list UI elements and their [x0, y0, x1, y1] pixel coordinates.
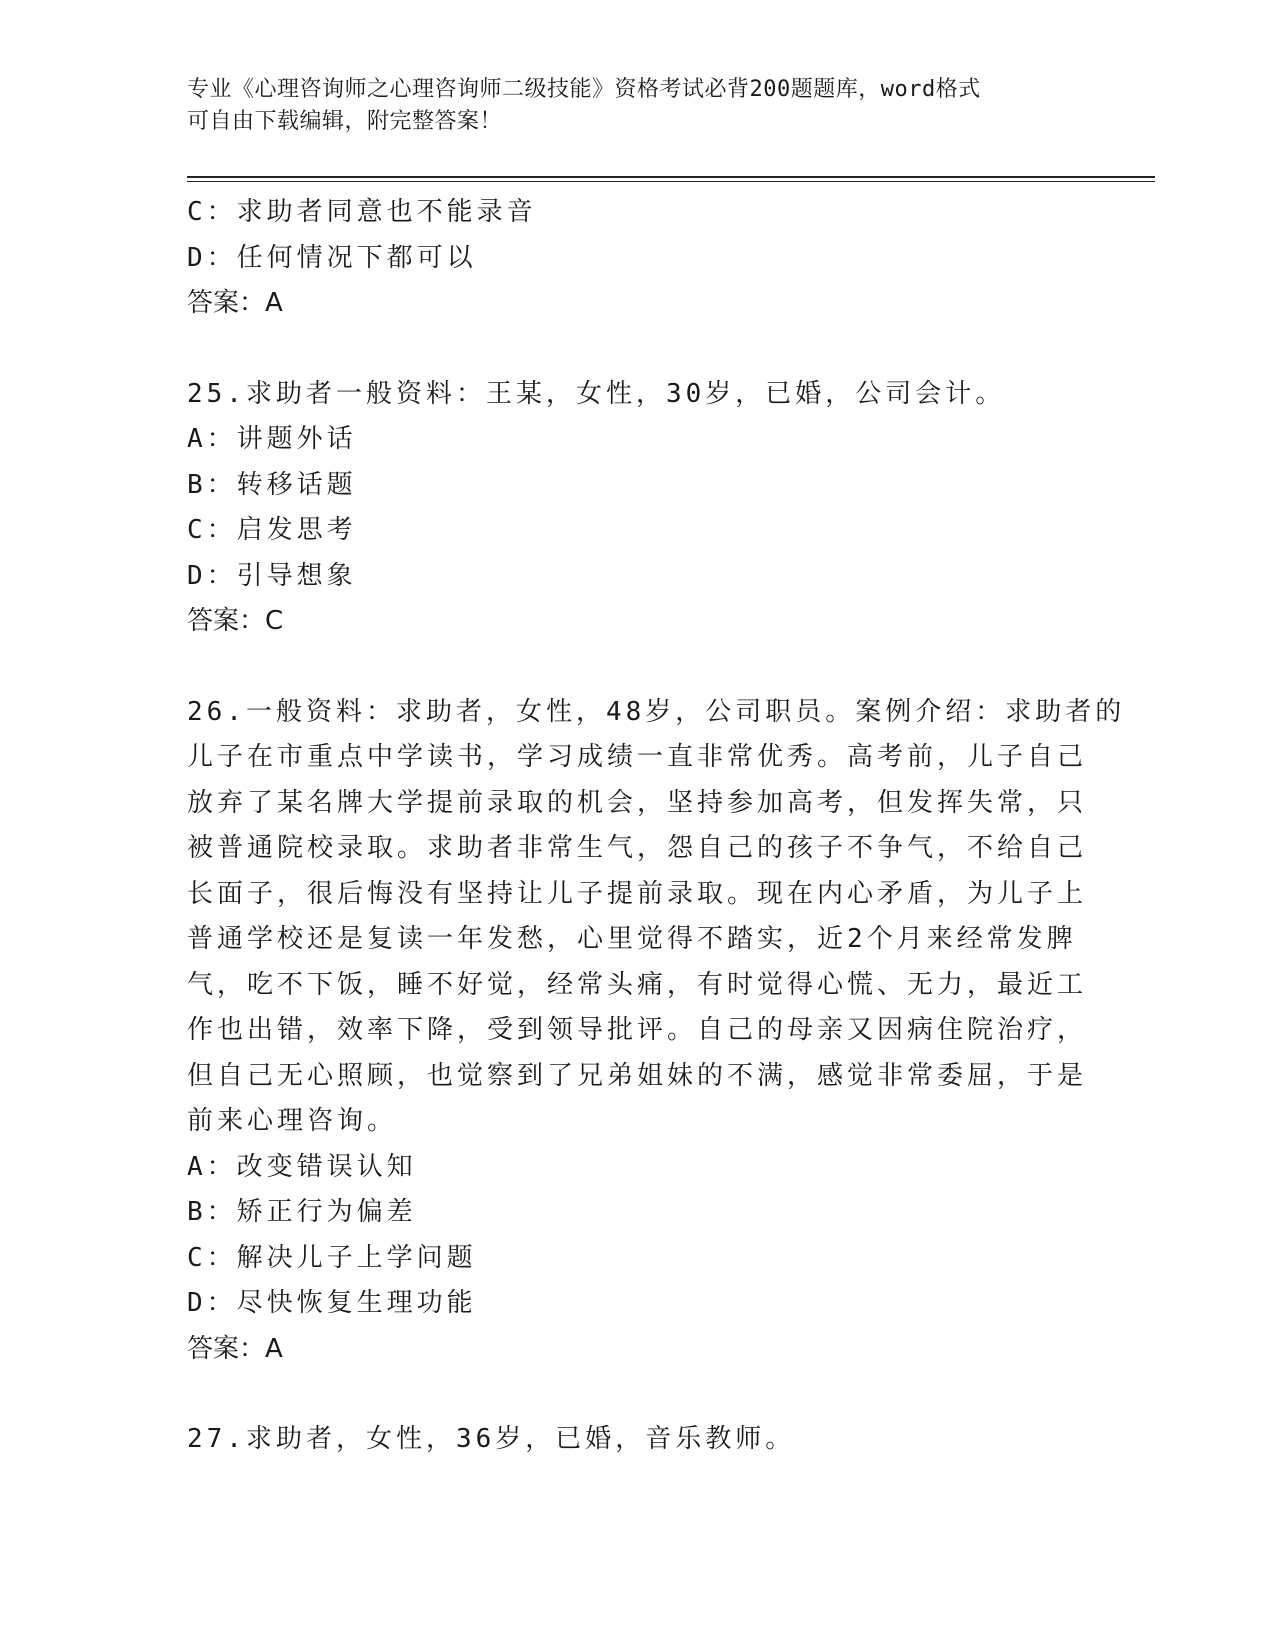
question-stem-line: 放弃了某名牌大学提前录取的机会，坚持参加高考，但发挥失常，只 — [187, 787, 1088, 818]
question-stem-line: 26.一般资料：求助者，女性，48岁，公司职员。案例介绍：求助者的 — [187, 696, 1126, 727]
answer-label: 答案：A — [187, 1333, 283, 1364]
question-stem-line: 但自己无心照顾，也觉察到了兄弟姐妹的不满，感觉非常委屈，于是 — [187, 1060, 1088, 1091]
question-stem-line: 儿子在市重点中学读书，学习成绩一直非常优秀。高考前，儿子自己 — [187, 742, 1088, 772]
question-stem-line: 作也出错，效率下降，受到领导批评。自己的母亲又因病住院治疗， — [187, 1015, 1088, 1045]
option-d: D：任何情况下都可以 — [187, 242, 477, 273]
option-c: C：求助者同意也不能录音 — [187, 197, 537, 227]
header-divider-thick — [187, 176, 1155, 178]
question-block-25 — [187, 372, 1087, 645]
answer-label: 答案：A — [187, 288, 283, 318]
question-stem-line: 普通学校还是复读一年发愁，心里觉得不踏实，近2个月来经常发脾 — [187, 924, 1077, 954]
option-b: B：转移话题 — [187, 469, 357, 500]
question-stem-line: 被普通院校录取。求助者非常生气，怨自己的孩子不争气，不给自己 — [187, 833, 1088, 863]
question-block-26 — [187, 690, 1126, 1373]
answer-label: 答案：C — [187, 606, 284, 636]
option-c: C：解决儿子上学问题 — [187, 1242, 477, 1273]
document-body — [187, 190, 1126, 1463]
question-stem: 27.求助者，女性，36岁，已婚，音乐教师。 — [187, 1424, 796, 1454]
question-block-27 — [187, 1417, 1087, 1463]
question-stem: 25.求助者一般资料：王某，女性，30岁，已婚，公司会计。 — [187, 378, 1006, 409]
option-c: C：启发思考 — [187, 515, 357, 545]
question-stem-line: 前来心理咨询。 — [187, 1106, 398, 1136]
option-a: A：讲题外话 — [187, 424, 357, 454]
question-stem-line: 气，吃不下饭，睡不好觉，经常头痛，有时觉得心慌、无力，最近工 — [187, 969, 1088, 1000]
document-header — [187, 74, 1067, 138]
option-d: D：尽快恢复生理功能 — [187, 1288, 477, 1318]
header-divider-thin — [187, 181, 1155, 182]
question-stem-line: 长面子，很后悔没有坚持让儿子提前录取。现在内心矛盾，为儿子上 — [187, 878, 1088, 909]
header-line-1: 专业《心理咨询师之心理咨询师二级技能》资格考试必背200题题库，word格式 — [187, 77, 981, 102]
option-a: A：改变错误认知 — [187, 1151, 417, 1182]
question-block-prev — [187, 190, 1087, 327]
option-d: D：引导想象 — [187, 560, 357, 591]
header-line-2: 可自由下载编辑，附完整答案！ — [187, 109, 503, 134]
option-b: B：矫正行为偏差 — [187, 1197, 417, 1227]
